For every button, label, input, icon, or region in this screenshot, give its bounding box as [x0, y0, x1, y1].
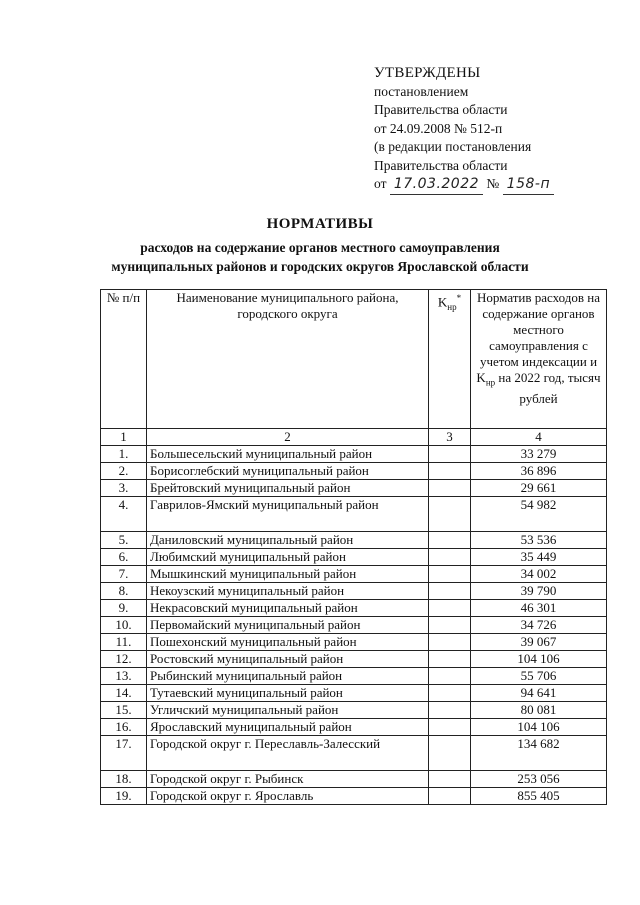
- table-row: [101, 583, 607, 600]
- row-coefficient: [429, 771, 471, 788]
- row-value: 80 081: [471, 702, 607, 719]
- table-row: [101, 549, 607, 566]
- row-value: 53 536: [471, 532, 607, 549]
- row-coefficient: [429, 702, 471, 719]
- table-row: [101, 463, 607, 480]
- approval-heading: УТВЕРЖДЕНЫ: [374, 65, 481, 81]
- row-coefficient: [429, 685, 471, 702]
- row-name: Большесельский муниципальный район: [147, 446, 429, 463]
- row-value: 54 982: [471, 497, 607, 532]
- table-row: [101, 651, 607, 668]
- table-row: [101, 497, 607, 532]
- row-name: Некоузский муниципальный район: [147, 583, 429, 600]
- row-coefficient: [429, 600, 471, 617]
- row-number: 7.: [101, 566, 147, 583]
- row-coefficient: [429, 651, 471, 668]
- row-number: 9.: [101, 600, 147, 617]
- table-row: [101, 634, 607, 651]
- column-number-row: [101, 429, 607, 446]
- row-value: 46 301: [471, 600, 607, 617]
- row-number: 1.: [101, 446, 147, 463]
- row-name: Городской округ г. Переславль-Залесский: [147, 736, 429, 771]
- table-row: [101, 566, 607, 583]
- row-name: Городской округ г. Ярославль: [147, 788, 429, 805]
- row-name: Мышкинский муниципальный район: [147, 566, 429, 583]
- row-name: Тутаевский муниципальный район: [147, 685, 429, 702]
- row-name: Городской округ г. Рыбинск: [147, 771, 429, 788]
- row-number: 3.: [101, 480, 147, 497]
- row-number: 5.: [101, 532, 147, 549]
- row-name: Ярославский муниципальный район: [147, 719, 429, 736]
- row-number: 10.: [101, 617, 147, 634]
- row-value: 29 661: [471, 480, 607, 497]
- row-coefficient: [429, 446, 471, 463]
- row-name: Брейтовский муниципальный район: [147, 480, 429, 497]
- amendment-date: 17.03.2022: [390, 175, 483, 195]
- column-number-3: 3: [429, 429, 471, 446]
- document-subtitle-line-1: расходов на содержание органов местного самоуправления: [140, 240, 500, 255]
- row-name: Некрасовский муниципальный район: [147, 600, 429, 617]
- row-name: Пошехонский муниципальный район: [147, 634, 429, 651]
- approval-line-3: от 24.09.2008 № 512-п: [374, 120, 503, 136]
- row-coefficient: [429, 788, 471, 805]
- row-number: 16.: [101, 719, 147, 736]
- row-coefficient: [429, 736, 471, 771]
- row-value: 33 279: [471, 446, 607, 463]
- amendment-number-sign: №: [486, 176, 500, 191]
- table-row: [101, 600, 607, 617]
- table-row: [101, 719, 607, 736]
- approval-line-4: (в редакции постановления: [374, 139, 532, 154]
- row-number: 14.: [101, 685, 147, 702]
- row-number: 6.: [101, 549, 147, 566]
- row-value: 104 106: [471, 651, 607, 668]
- approval-line-1: постановлением: [374, 83, 469, 99]
- row-coefficient: [429, 480, 471, 497]
- row-number: 15.: [101, 702, 147, 719]
- column-number-1: 1: [101, 429, 147, 446]
- approval-line-2: Правительства области: [374, 102, 508, 117]
- row-name: Борисоглебский муниципальный район: [147, 463, 429, 480]
- table-row: [101, 480, 607, 497]
- row-value: 855 405: [471, 788, 607, 805]
- row-coefficient: [429, 549, 471, 566]
- header-coefficient: [429, 290, 471, 429]
- table-row: [101, 788, 607, 805]
- header-norm: [471, 290, 607, 429]
- row-coefficient: [429, 583, 471, 600]
- row-coefficient: [429, 617, 471, 634]
- amendment-line: [374, 175, 554, 195]
- row-name: Любимский муниципальный район: [147, 549, 429, 566]
- table-row: [101, 532, 607, 549]
- row-name: Даниловский муниципальный район: [147, 532, 429, 549]
- approval-stamp: [374, 64, 554, 195]
- row-value: 36 896: [471, 463, 607, 480]
- row-value: 104 106: [471, 719, 607, 736]
- row-value: 34 726: [471, 617, 607, 634]
- row-value: 94 641: [471, 685, 607, 702]
- document-title: НОРМАТИВЫ: [266, 216, 374, 232]
- row-value: 34 002: [471, 566, 607, 583]
- row-name: Угличский муниципальный район: [147, 702, 429, 719]
- amendment-prefix: от: [374, 176, 387, 191]
- row-coefficient: [429, 719, 471, 736]
- row-coefficient: [429, 497, 471, 532]
- table-row: [101, 617, 607, 634]
- row-coefficient: [429, 532, 471, 549]
- row-number: 18.: [101, 771, 147, 788]
- header-k-sub: нр: [447, 301, 457, 312]
- table-row: [101, 771, 607, 788]
- header-norm-sub: нр: [485, 377, 496, 388]
- table-row: [101, 736, 607, 771]
- table-header-row: [101, 290, 607, 429]
- header-name: Наименование муниципального района, городского округа: [147, 290, 429, 429]
- row-name: Рыбинский муниципальный район: [147, 668, 429, 685]
- column-number-4: 4: [471, 429, 607, 446]
- table-row: [101, 668, 607, 685]
- document-subtitle-line-2: муниципальных районов и городских округов Ярославской области: [111, 259, 529, 274]
- norms-table: [100, 289, 607, 805]
- row-value: 39 067: [471, 634, 607, 651]
- row-value: 35 449: [471, 549, 607, 566]
- amendment-number: 158-п: [503, 175, 554, 195]
- document-title-block: [0, 214, 640, 276]
- header-number: № п/п: [101, 290, 147, 429]
- row-number: 13.: [101, 668, 147, 685]
- row-value: 39 790: [471, 583, 607, 600]
- table-row: [101, 702, 607, 719]
- approval-line-5: Правительства области: [374, 157, 508, 173]
- header-k-main: K: [437, 294, 448, 310]
- row-coefficient: [429, 463, 471, 480]
- header-norm-part2: на 2022 год, тысяч рублей: [498, 370, 601, 406]
- header-k-sup: *: [456, 293, 462, 303]
- header-norm-part1: Норматив расходов на содержание органов местного самоуправления с учетом индексации и K: [476, 290, 601, 385]
- row-coefficient: [429, 668, 471, 685]
- row-number: 11.: [101, 634, 147, 651]
- column-number-2: 2: [147, 429, 429, 446]
- row-name: Первомайский муниципальный район: [147, 617, 429, 634]
- row-value: 134 682: [471, 736, 607, 771]
- row-number: 4.: [101, 497, 147, 532]
- row-name: Гаврилов-Ямский муниципальный район: [147, 497, 429, 532]
- table-row: [101, 685, 607, 702]
- row-number: 8.: [101, 583, 147, 600]
- row-coefficient: [429, 566, 471, 583]
- row-number: 2.: [101, 463, 147, 480]
- row-value: 253 056: [471, 771, 607, 788]
- row-value: 55 706: [471, 668, 607, 685]
- row-number: 12.: [101, 651, 147, 668]
- table-row: [101, 446, 607, 463]
- row-name: Ростовский муниципальный район: [147, 651, 429, 668]
- row-number: 19.: [101, 788, 147, 805]
- row-number: 17.: [101, 736, 147, 771]
- row-coefficient: [429, 634, 471, 651]
